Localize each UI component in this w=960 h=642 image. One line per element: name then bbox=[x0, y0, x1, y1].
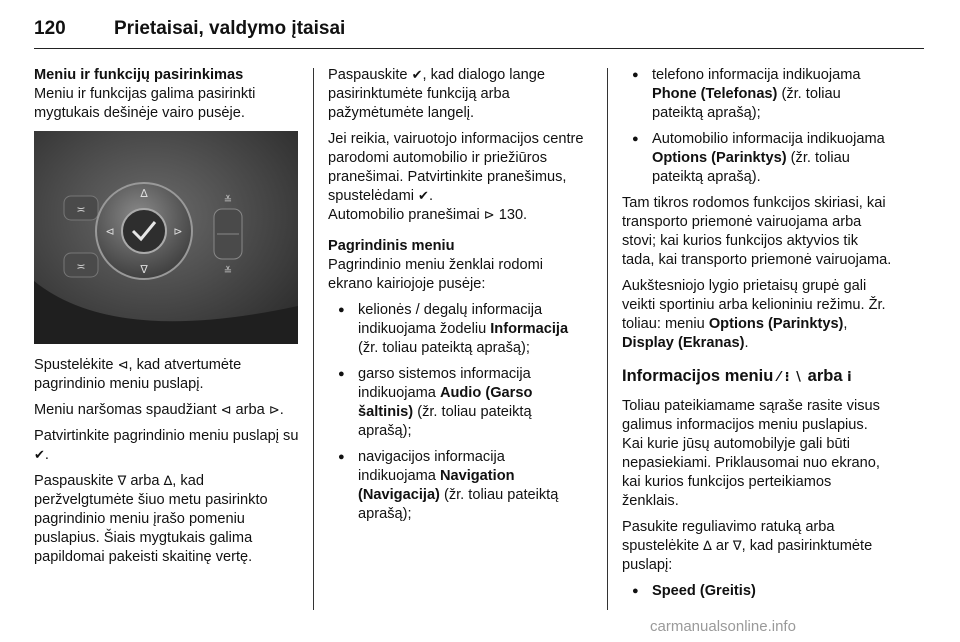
paragraph: Spustelėkite ⊲, kad atvertumėte pagrindinio meniu puslapį. bbox=[34, 357, 242, 392]
section-heading: Meniu ir funkcijų pasirinkimas bbox=[34, 67, 244, 83]
column-divider bbox=[607, 68, 608, 610]
svg-text:≚: ≚ bbox=[223, 266, 233, 277]
section-heading: Informacijos meniu ⁄ ⁝ ∖ arba ⅰ bbox=[622, 367, 852, 385]
svg-text:⊲: ⊲ bbox=[105, 225, 115, 238]
page-number: 120 bbox=[34, 18, 66, 39]
paragraph: Paspauskite ✔, kad dialogo lange pasirinktumėte funkciją arba pažymėtumėte langelį. bbox=[328, 67, 545, 121]
paragraph: Pasukite reguliavimo ratuką arba spustelėkite ∆ ar ∇, kad pasirinktumėte puslapį: bbox=[622, 519, 873, 573]
check-icon: ✔ bbox=[411, 68, 423, 83]
svg-text:⊳: ⊳ bbox=[173, 225, 183, 238]
paragraph: Meniu ir funkcijas galima pasirinkti mygtukais dešinėje vairo pusėje. bbox=[34, 86, 256, 121]
watermark: carmanualsonline.info bbox=[650, 618, 796, 635]
check-icon: ✔ bbox=[34, 448, 45, 463]
paragraph: Tam tikros rodomos funkcijos skiriasi, kai transporto priemonė vairuojama arba stovi; kai kurios funkcijos aktyvios tik tada, kai transporto priemonė vairuojama. bbox=[622, 195, 892, 268]
back-icon: ⊲ bbox=[117, 358, 129, 373]
list-item: ● Speed (Greitis) bbox=[622, 582, 892, 601]
svg-text:∆: ∆ bbox=[140, 187, 148, 200]
paragraph: Paspauskite ∇ arba ∆, kad peržvelgtumėte šiuo metu pasirinkto pagrindinio meniu įrašo pomeniu puslapius. Šiais mygtukais galima papildomai pakeisti skaitinę vertę. bbox=[34, 473, 268, 565]
down-arrow-icon: ∇ bbox=[117, 474, 127, 489]
bullet-list bbox=[622, 66, 892, 187]
svg-text:≍: ≍ bbox=[76, 260, 86, 273]
section-heading: Pagrindinis meniu bbox=[328, 238, 455, 254]
paragraph: Jei reikia, vairuotojo informacijos centre parodomi automobilio ir priežiūros pranešimai. Patvirtinkite pranešimus, spustelėdami ✔. Automobilio pranešimai ⊳ 130. bbox=[328, 131, 584, 223]
column-divider bbox=[313, 68, 314, 610]
bullet-list bbox=[328, 301, 586, 524]
paragraph: Meniu naršomas spaudžiant ⊲ arba ⊳. bbox=[34, 402, 284, 418]
right-arrow-icon: ⊳ bbox=[268, 403, 280, 418]
steering-wheel-controls-photo bbox=[34, 131, 298, 344]
paragraph: Aukštesniojo lygio prietaisų grupė gali veikti sportiniu arba kelioniniu režimu. Žr. toliau: meniu Options (Parinktys), Display (Ekranas). bbox=[622, 278, 886, 351]
down-arrow-icon: ∇ bbox=[732, 539, 742, 554]
list-item: ● Automobilio informacija indikuojama Options (Parinktys) (žr. toliau pateiktą aprašą). bbox=[622, 130, 892, 187]
list-item: ● kelionės / degalų informacija indikuojama žodeliu Informacija (žr. toliau pateiktą aprašą); bbox=[328, 301, 586, 358]
svg-text:∇: ∇ bbox=[140, 263, 148, 276]
info-menu-icon: ⁄ ⁝ ∖ bbox=[777, 370, 804, 385]
paragraph: Toliau pateikiamame sąraše rasite visus galimus informacijos meniu puslapius. Kai kurie jūsų automobilyje gali būti nepasiekiami. Priklausomai nuo ekrano, kai kurios funkcijos perteikiamos ženklais. bbox=[622, 398, 880, 509]
up-arrow-icon: ∆ bbox=[163, 474, 173, 489]
info-icon: ⅰ bbox=[847, 370, 852, 385]
column-2 bbox=[328, 66, 586, 531]
list-item: ● navigacijos informacija indikuojama Navigation (Navigacija) (žr. toliau pateiktą aprašą); bbox=[328, 448, 586, 524]
page-header bbox=[34, 18, 924, 49]
list-item: ● telefono informacija indikuojama Phone (Telefonas) (žr. toliau pateiktą aprašą); bbox=[622, 66, 892, 123]
list-item: ● garso sistemos informacija indikuojama Audio (Garso šaltinis) (žr. toliau pateiktą aprašą); bbox=[328, 365, 586, 441]
check-icon: ✔ bbox=[418, 189, 429, 204]
column-3 bbox=[622, 66, 892, 608]
svg-text:≚: ≚ bbox=[223, 195, 233, 206]
paragraph: Patvirtinkite pagrindinio meniu puslapį su ✔. bbox=[34, 428, 299, 463]
column-1 bbox=[34, 66, 302, 574]
svg-text:≍: ≍ bbox=[76, 203, 86, 216]
paragraph: Pagrindinio meniu ženklai rodomi ekrano kairiojoje pusėje: bbox=[328, 257, 543, 292]
bullet-list bbox=[622, 582, 892, 601]
reference-arrow-icon: ⊳ bbox=[483, 208, 495, 223]
up-arrow-icon: ∆ bbox=[703, 539, 712, 554]
left-arrow-icon: ⊲ bbox=[220, 403, 232, 418]
page-title: Prietaisai, valdymo įtaisai bbox=[114, 18, 346, 39]
